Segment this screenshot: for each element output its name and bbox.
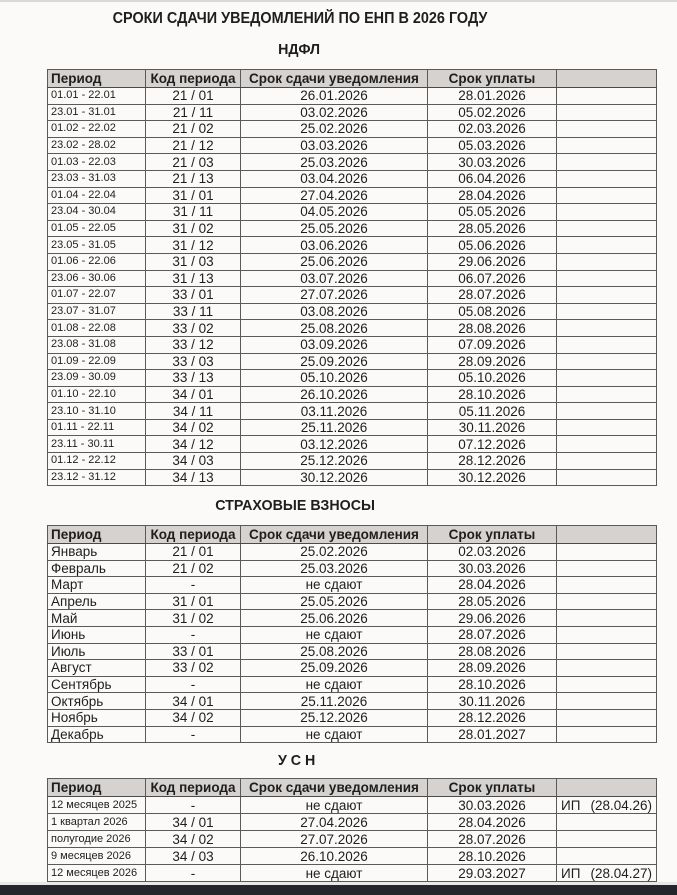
column-header-code: Код периода (146, 70, 241, 88)
table-row (48, 643, 657, 660)
cell-period: 23.05 - 31.05 (48, 237, 146, 254)
bottom-dark-bar (0, 885, 677, 895)
cell-period-code: 34 / 02 (146, 709, 241, 726)
cell-period: 23.09 - 30.09 (48, 370, 146, 387)
cell-payment-deadline: 28.10.2026 (428, 386, 557, 403)
cell-note (557, 453, 657, 470)
cell-payment-deadline: 05.03.2026 (428, 137, 557, 154)
cell-payment-deadline: 29.06.2026 (428, 610, 557, 627)
cell-period-code: 31 / 02 (146, 220, 241, 237)
table-row (48, 303, 657, 320)
table-row (48, 831, 657, 848)
note-date: (28.04.26) (590, 797, 652, 813)
cell-notice-deadline: 25.06.2026 (241, 610, 428, 627)
ndfl-table (47, 69, 657, 486)
cell-note (557, 320, 657, 337)
table-row (48, 187, 657, 204)
cell-notice-deadline: 04.05.2026 (241, 204, 428, 221)
cell-period: Апрель (48, 593, 146, 610)
cell-payment-deadline: 07.12.2026 (428, 436, 557, 453)
cell-payment-deadline: 02.03.2026 (428, 544, 557, 561)
cell-payment-deadline: 06.04.2026 (428, 170, 557, 187)
cell-period: 23.08 - 31.08 (48, 336, 146, 353)
cell-notice-deadline: 25.08.2026 (241, 643, 428, 660)
cell-note (557, 709, 657, 726)
cell-notice-deadline: 25.08.2026 (241, 320, 428, 337)
cell-period: 12 месяцев 2026 (48, 865, 146, 882)
table-row (48, 253, 657, 270)
table-row (48, 121, 657, 138)
cell-payment-deadline: 05.08.2026 (428, 303, 557, 320)
cell-period: Июнь (48, 626, 146, 643)
cell-payment-deadline: 28.01.2026 (428, 88, 557, 105)
cell-period-code: 34 / 12 (146, 436, 241, 453)
cell-note (557, 643, 657, 660)
cell-period-code: 33 / 01 (146, 287, 241, 304)
cell-notice-deadline: 27.07.2026 (241, 287, 428, 304)
cell-payment-deadline: 29.06.2026 (428, 253, 557, 270)
cell-note (557, 814, 657, 831)
column-header-note (557, 779, 657, 797)
cell-period: 01.03 - 22.03 (48, 154, 146, 171)
cell-notice-deadline: 25.11.2026 (241, 419, 428, 436)
cell-note (557, 220, 657, 237)
table-row (48, 320, 657, 337)
table-row (48, 386, 657, 403)
cell-payment-deadline: 28.09.2026 (428, 660, 557, 677)
cell-note (557, 121, 657, 138)
cell-period-code: 21 / 11 (146, 104, 241, 121)
cell-payment-deadline: 05.05.2026 (428, 204, 557, 221)
cell-notice-deadline: 26.01.2026 (241, 88, 428, 105)
column-header-pay: Срок уплаты (428, 70, 557, 88)
cell-period: Март (48, 577, 146, 594)
cell-note (557, 88, 657, 105)
table-row (48, 814, 657, 831)
table-row (48, 204, 657, 221)
cell-period: 23.11 - 30.11 (48, 436, 146, 453)
cell-period: 01.09 - 22.09 (48, 353, 146, 370)
cell-period: 01.04 - 22.04 (48, 187, 146, 204)
cell-payment-deadline: 29.03.2027 (428, 865, 557, 882)
cell-note (557, 170, 657, 187)
cell-payment-deadline: 30.12.2026 (428, 469, 557, 486)
table-row (48, 676, 657, 693)
cell-period: Январь (48, 544, 146, 561)
cell-period-code: 31 / 02 (146, 610, 241, 627)
top-edge-line (0, 0, 677, 2)
document-title: СРОКИ СДАЧИ УВЕДОМЛЕНИЙ ПО ЕНП В 2026 ГОДУ (112, 10, 488, 27)
table-header-row (48, 526, 657, 544)
cell-notice-deadline: 27.07.2026 (241, 831, 428, 848)
cell-notice-deadline: 03.09.2026 (241, 336, 428, 353)
cell-note (557, 831, 657, 848)
cell-period-code: 34 / 01 (146, 814, 241, 831)
cell-notice-deadline: 25.09.2026 (241, 353, 428, 370)
table-row (48, 726, 657, 743)
cell-period-code: 21 / 02 (146, 560, 241, 577)
cell-period-code: - (146, 577, 241, 594)
section-title-insurance: СТРАХОВЫЕ ВЗНОСЫ (215, 497, 375, 514)
cell-payment-deadline: 05.02.2026 (428, 104, 557, 121)
table-row (48, 403, 657, 420)
cell-period-code: 33 / 11 (146, 303, 241, 320)
cell-period-code: 34 / 03 (146, 453, 241, 470)
cell-period-code: - (146, 797, 241, 814)
cell-period-code: 34 / 13 (146, 469, 241, 486)
cell-period-code: 34 / 02 (146, 419, 241, 436)
cell-note (557, 303, 657, 320)
cell-payment-deadline: 05.06.2026 (428, 237, 557, 254)
cell-period-code: 34 / 11 (146, 403, 241, 420)
cell-period: 01.06 - 22.06 (48, 253, 146, 270)
cell-period: 23.07 - 31.07 (48, 303, 146, 320)
cell-note (557, 726, 657, 743)
cell-period-code: 31 / 11 (146, 204, 241, 221)
cell-note (557, 403, 657, 420)
cell-payment-deadline: 30.11.2026 (428, 419, 557, 436)
cell-notice-deadline: не сдают (241, 865, 428, 882)
cell-payment-deadline: 28.05.2026 (428, 220, 557, 237)
table-row (48, 577, 657, 594)
cell-note (557, 797, 657, 814)
cell-period: Февраль (48, 560, 146, 577)
cell-period: Сентябрь (48, 676, 146, 693)
column-header-code: Код периода (146, 526, 241, 544)
cell-notice-deadline: 25.02.2026 (241, 121, 428, 138)
cell-payment-deadline: 07.09.2026 (428, 336, 557, 353)
column-header-notice: Срок сдачи уведомления (241, 526, 428, 544)
cell-payment-deadline: 28.07.2026 (428, 831, 557, 848)
cell-period: 01.10 - 22.10 (48, 386, 146, 403)
cell-period-code: 21 / 01 (146, 544, 241, 561)
table-row (48, 336, 657, 353)
cell-notice-deadline: 03.02.2026 (241, 104, 428, 121)
cell-notice-deadline: 30.12.2026 (241, 469, 428, 486)
cell-note (557, 469, 657, 486)
cell-period: Ноябрь (48, 709, 146, 726)
cell-note (557, 626, 657, 643)
table-row (48, 220, 657, 237)
cell-period: 01.08 - 22.08 (48, 320, 146, 337)
cell-notice-deadline: 25.09.2026 (241, 660, 428, 677)
table-row (48, 270, 657, 287)
cell-note (557, 593, 657, 610)
column-header-pay: Срок уплаты (428, 526, 557, 544)
cell-note (557, 560, 657, 577)
cell-note (557, 353, 657, 370)
cell-period: Июль (48, 643, 146, 660)
table-row (48, 453, 657, 470)
cell-payment-deadline: 28.10.2026 (428, 848, 557, 865)
cell-notice-deadline: 03.12.2026 (241, 436, 428, 453)
note-label: ИП (561, 797, 581, 813)
cell-note (557, 676, 657, 693)
cell-note (557, 137, 657, 154)
cell-payment-deadline: 28.01.2027 (428, 726, 557, 743)
cell-period: Октябрь (48, 693, 146, 710)
column-header-notice: Срок сдачи уведомления (241, 779, 428, 797)
cell-period-code: 33 / 01 (146, 643, 241, 660)
cell-period-code: 34 / 02 (146, 831, 241, 848)
cell-period-code: 21 / 12 (146, 137, 241, 154)
table-row (48, 419, 657, 436)
cell-notice-deadline: 05.10.2026 (241, 370, 428, 387)
cell-payment-deadline: 28.12.2026 (428, 453, 557, 470)
cell-payment-deadline: 28.04.2026 (428, 814, 557, 831)
cell-note (557, 544, 657, 561)
cell-note (557, 287, 657, 304)
cell-period-code: - (146, 865, 241, 882)
cell-period-code: 21 / 13 (146, 170, 241, 187)
table-row (48, 137, 657, 154)
cell-period: 01.05 - 22.05 (48, 220, 146, 237)
cell-period-code: 31 / 03 (146, 253, 241, 270)
table-row (48, 797, 657, 814)
table-row (48, 469, 657, 486)
cell-period-code: 34 / 01 (146, 386, 241, 403)
cell-note (557, 253, 657, 270)
cell-period-code: 31 / 12 (146, 237, 241, 254)
column-header-period: Период (48, 779, 146, 797)
column-header-period: Период (48, 70, 146, 88)
cell-payment-deadline: 28.04.2026 (428, 577, 557, 594)
cell-period: Декабрь (48, 726, 146, 743)
cell-note (557, 610, 657, 627)
cell-period: 01.11 - 22.11 (48, 419, 146, 436)
usn-table (47, 778, 657, 882)
cell-period: 01.01 - 22.01 (48, 88, 146, 105)
cell-notice-deadline: 03.03.2026 (241, 137, 428, 154)
cell-notice-deadline: 03.04.2026 (241, 170, 428, 187)
cell-payment-deadline: 28.04.2026 (428, 187, 557, 204)
table-row (48, 237, 657, 254)
cell-note (557, 419, 657, 436)
cell-note (557, 386, 657, 403)
cell-period: 9 месяцев 2026 (48, 848, 146, 865)
section-title-usn: У С Н (277, 752, 316, 769)
cell-payment-deadline: 28.12.2026 (428, 709, 557, 726)
cell-note (557, 370, 657, 387)
cell-period: 23.06 - 30.06 (48, 270, 146, 287)
cell-period-code: 33 / 03 (146, 353, 241, 370)
cell-period-code: 33 / 02 (146, 320, 241, 337)
cell-payment-deadline: 30.03.2026 (428, 560, 557, 577)
cell-period: 23.03 - 31.03 (48, 170, 146, 187)
cell-payment-deadline: 28.07.2026 (428, 626, 557, 643)
cell-payment-deadline: 06.07.2026 (428, 270, 557, 287)
cell-notice-deadline: 03.07.2026 (241, 270, 428, 287)
cell-notice-deadline: 25.03.2026 (241, 560, 428, 577)
cell-period-code: - (146, 626, 241, 643)
section-title-ndfl: НДФЛ (278, 41, 320, 58)
cell-notice-deadline: 25.02.2026 (241, 544, 428, 561)
cell-period: 01.12 - 22.12 (48, 453, 146, 470)
cell-note (557, 865, 657, 882)
table-row (48, 154, 657, 171)
cell-notice-deadline: 03.06.2026 (241, 237, 428, 254)
cell-notice-deadline: не сдают (241, 676, 428, 693)
column-header-note (557, 526, 657, 544)
cell-period-code: 21 / 02 (146, 121, 241, 138)
note-date: (28.04.27) (590, 865, 652, 881)
cell-notice-deadline: не сдают (241, 577, 428, 594)
table-row (48, 544, 657, 561)
cell-period-code: 21 / 01 (146, 88, 241, 105)
table-row (48, 865, 657, 882)
cell-notice-deadline: 25.12.2026 (241, 709, 428, 726)
table-row (48, 709, 657, 726)
table-row (48, 560, 657, 577)
cell-notice-deadline: 27.04.2026 (241, 187, 428, 204)
cell-note (557, 237, 657, 254)
table-row (48, 610, 657, 627)
cell-payment-deadline: 28.07.2026 (428, 287, 557, 304)
cell-payment-deadline: 30.03.2026 (428, 154, 557, 171)
cell-period-code: 31 / 01 (146, 187, 241, 204)
column-header-code: Код периода (146, 779, 241, 797)
table-row (48, 88, 657, 105)
cell-note (557, 660, 657, 677)
cell-payment-deadline: 28.09.2026 (428, 353, 557, 370)
column-header-pay: Срок уплаты (428, 779, 557, 797)
cell-period: 23.04 - 30.04 (48, 204, 146, 221)
cell-period-code: 34 / 01 (146, 693, 241, 710)
cell-note (557, 154, 657, 171)
table-row (48, 626, 657, 643)
table-row (48, 660, 657, 677)
cell-period: Май (48, 610, 146, 627)
table-row (48, 593, 657, 610)
cell-payment-deadline: 05.10.2026 (428, 370, 557, 387)
table-header-row (48, 70, 657, 88)
cell-notice-deadline: не сдают (241, 797, 428, 814)
cell-note (557, 577, 657, 594)
cell-notice-deadline: 26.10.2026 (241, 386, 428, 403)
cell-period: 01.02 - 22.02 (48, 121, 146, 138)
cell-period: 12 месяцев 2025 (48, 797, 146, 814)
table-header-row (48, 779, 657, 797)
column-header-period: Период (48, 526, 146, 544)
cell-notice-deadline: 25.05.2026 (241, 593, 428, 610)
cell-payment-deadline: 28.08.2026 (428, 320, 557, 337)
cell-period-code: 31 / 01 (146, 593, 241, 610)
table-row (48, 170, 657, 187)
column-header-note (557, 70, 657, 88)
cell-notice-deadline: 03.08.2026 (241, 303, 428, 320)
cell-notice-deadline: не сдают (241, 726, 428, 743)
cell-notice-deadline: 26.10.2026 (241, 848, 428, 865)
cell-notice-deadline: 25.05.2026 (241, 220, 428, 237)
cell-period: 01.07 - 22.07 (48, 287, 146, 304)
cell-notice-deadline: 03.11.2026 (241, 403, 428, 420)
cell-period: 23.01 - 31.01 (48, 104, 146, 121)
cell-payment-deadline: 05.11.2026 (428, 403, 557, 420)
cell-payment-deadline: 28.05.2026 (428, 593, 557, 610)
cell-payment-deadline: 30.11.2026 (428, 693, 557, 710)
table-row (48, 693, 657, 710)
cell-note (557, 104, 657, 121)
cell-period-code: 33 / 02 (146, 660, 241, 677)
cell-note (557, 436, 657, 453)
cell-payment-deadline: 30.03.2026 (428, 797, 557, 814)
insurance-table (47, 525, 657, 743)
cell-period-code: 34 / 03 (146, 848, 241, 865)
cell-period: Август (48, 660, 146, 677)
cell-payment-deadline: 28.08.2026 (428, 643, 557, 660)
table-row (48, 436, 657, 453)
cell-notice-deadline: 25.11.2026 (241, 693, 428, 710)
cell-period-code: 33 / 13 (146, 370, 241, 387)
cell-period-code: 31 / 13 (146, 270, 241, 287)
table-row (48, 287, 657, 304)
table-row (48, 848, 657, 865)
cell-note (557, 187, 657, 204)
table-row (48, 104, 657, 121)
cell-period-code: - (146, 726, 241, 743)
cell-period: 1 квартал 2026 (48, 814, 146, 831)
cell-notice-deadline: 25.06.2026 (241, 253, 428, 270)
cell-period-code: - (146, 676, 241, 693)
cell-period-code: 21 / 03 (146, 154, 241, 171)
column-header-notice: Срок сдачи уведомления (241, 70, 428, 88)
cell-period: 23.12 - 31.12 (48, 469, 146, 486)
note-label: ИП (561, 865, 581, 881)
cell-notice-deadline: не сдают (241, 626, 428, 643)
cell-period: 23.02 - 28.02 (48, 137, 146, 154)
cell-notice-deadline: 25.12.2026 (241, 453, 428, 470)
cell-payment-deadline: 02.03.2026 (428, 121, 557, 138)
table-row (48, 370, 657, 387)
cell-note (557, 204, 657, 221)
table-row (48, 353, 657, 370)
cell-note (557, 336, 657, 353)
cell-note (557, 848, 657, 865)
cell-note (557, 270, 657, 287)
cell-notice-deadline: 25.03.2026 (241, 154, 428, 171)
cell-payment-deadline: 28.10.2026 (428, 676, 557, 693)
cell-period-code: 33 / 12 (146, 336, 241, 353)
cell-notice-deadline: 27.04.2026 (241, 814, 428, 831)
cell-note (557, 693, 657, 710)
cell-period: 23.10 - 31.10 (48, 403, 146, 420)
cell-period: полугодие 2026 (48, 831, 146, 848)
